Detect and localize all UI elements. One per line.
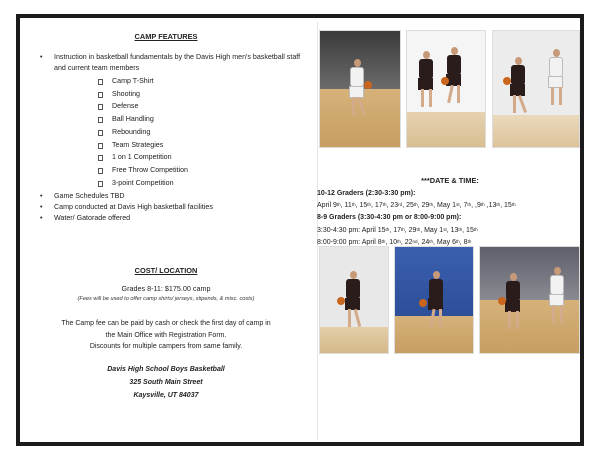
left-panel [20,18,312,442]
checkbox-icon [98,130,103,136]
feature-intro: • Instruction in basketball fundamentals by the Davis High men's basketball staff and current team members [38,52,308,74]
schedule-block [317,188,581,249]
feature-item: Camp T-Shirt [98,75,308,88]
camp-features-heading: CAMP FEATURES [134,32,198,41]
feature-bullet-water: • Water/ Gatorade offered [38,213,308,224]
date-time-heading: ***DATE & TIME: [421,176,479,185]
features-list [38,52,308,224]
player-photo [319,246,389,354]
school-address: Davis High School Boys Basketball 325 South Main Street Kaysville, UT 84037 [107,366,225,399]
group-8-9-afternoon-dates: 3:30-4:30 pm: April 15th, 17th, 29th, May 1st, 13th, 15th [317,226,478,234]
feature-item: Shooting [98,88,308,101]
player-photo [492,30,580,148]
checkbox-icon [98,117,103,123]
feature-bullet-facilities: • Camp conducted at Davis High basketball facilities [38,202,308,213]
cost-location-heading: COST/ LOCATION [134,266,198,275]
fee-note: (Fees will be used to offer camp shirts/ jerseys, stipends, & misc. costs) [77,296,255,302]
brochure-frame [16,14,584,446]
checkbox-icon [98,168,103,174]
feature-item: Defense [98,100,308,113]
feature-item: Free Throw Competition [98,164,308,177]
right-panel [316,18,584,442]
player-photo [406,30,486,148]
feature-item: Rebounding [98,126,308,139]
checkbox-icon [98,79,103,85]
feature-bullet-schedules: • Game Schedules TBD [38,191,308,202]
group-8-9-heading: 8-9 Graders (3:30-4:30 pm or 8:00-9:00 pm): [317,214,462,222]
checkbox-icon [98,181,103,187]
checkbox-icon [98,104,103,110]
feature-item: Team Strategies [98,139,308,152]
payment-info: The Camp fee can be paid by cash or check the first day of camp in the Main Office with Registration Form. Discounts for multiple campers from same family. [61,320,271,350]
price-line: Grades 8-11: $175.00 camp [121,284,211,293]
player-photo [394,246,474,354]
feature-sublist [98,75,308,189]
player-photo [479,246,580,354]
group-10-12-heading: 10-12 Graders (2:30-3:30 pm): [317,190,416,197]
player-photo [319,30,401,148]
group-10-12-dates: April 9th, 11th, 15th, 17th, 23rd, 25th, 29th, May 1st, 7th, ,9th ,13th, 15th [317,202,516,210]
feature-item: Ball Handling [98,113,308,126]
checkbox-icon [98,155,103,161]
feature-item: 3-point Competition [98,177,308,190]
checkbox-icon [98,92,103,98]
feature-item: 1 on 1 Competition [98,151,308,164]
checkbox-icon [98,143,103,149]
group-8-9-evening-dates: 8:00-9:00 pm: April 8th, 10th, 22nd, 24th, May 6th, 8th [317,238,472,246]
